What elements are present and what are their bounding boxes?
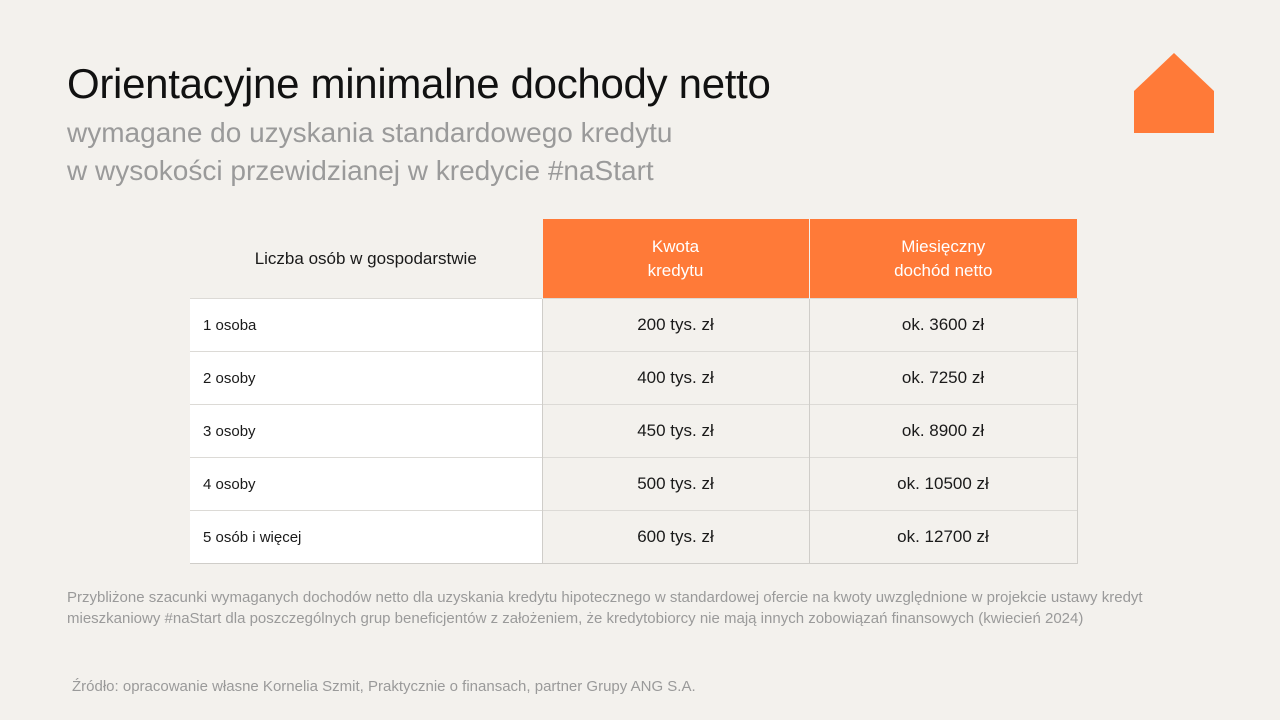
income-cell: ok. 10500 zł [809, 458, 1077, 511]
income-table [190, 219, 1077, 564]
income-cell: ok. 3600 zł [809, 299, 1077, 352]
income-cell: ok. 12700 zł [809, 511, 1077, 564]
household-cell: 3 osoby [190, 405, 542, 458]
loan-cell: 600 tys. zł [542, 511, 809, 564]
subtitle-line-2: w wysokości przewidzianej w kredycie #naStart [67, 155, 654, 186]
header-net-income [809, 219, 1077, 299]
loan-cell: 400 tys. zł [542, 352, 809, 405]
house-icon [1134, 53, 1214, 133]
source-note: Źródło: opracowanie własne Kornelia Szmit, Praktycznie o finansach, partner Grupy ANG S.A. [72, 678, 696, 695]
header-income-line-1: Miesięczny [901, 236, 986, 256]
household-cell: 1 osoba [190, 299, 542, 352]
household-cell: 4 osoby [190, 458, 542, 511]
household-cell: 2 osoby [190, 352, 542, 405]
table-row [190, 352, 1077, 405]
subtitle-line-1: wymagane do uzyskania standardowego kredytu [67, 117, 673, 148]
header-loan-line-1: Kwota [651, 236, 700, 256]
header-income-line-2: dochód netto [894, 260, 993, 280]
header-household: Liczba osób w gospodarstwie [190, 219, 542, 299]
table-row [190, 299, 1077, 352]
page-title: Orientacyjne minimalne dochody netto [67, 60, 771, 107]
income-cell: ok. 7250 zł [809, 352, 1077, 405]
header-loan-amount [542, 219, 809, 299]
header-loan-line-2: kredytu [647, 260, 704, 280]
table-row [190, 511, 1077, 564]
table-row [190, 458, 1077, 511]
loan-cell: 500 tys. zł [542, 458, 809, 511]
page-subtitle [67, 114, 672, 190]
footnote: Przybliżone szacunki wymaganych dochodów netto dla uzyskania kredytu hipotecznego w standardowej ofercie na kwoty uwzględnione w projekcie ustawy kredyt mieszkaniowy #naStart dla poszczególnych grup beneficjentów z założeniem, że kredytobiorcy nie mają innych zobowiązań finansowych (kwiecień 2024) [67, 589, 1143, 627]
income-cell: ok. 8900 zł [809, 405, 1077, 458]
loan-cell: 450 tys. zł [542, 405, 809, 458]
loan-cell: 200 tys. zł [542, 299, 809, 352]
table-row [190, 405, 1077, 458]
household-cell: 5 osób i więcej [190, 511, 542, 564]
table-header-row [190, 219, 1077, 299]
